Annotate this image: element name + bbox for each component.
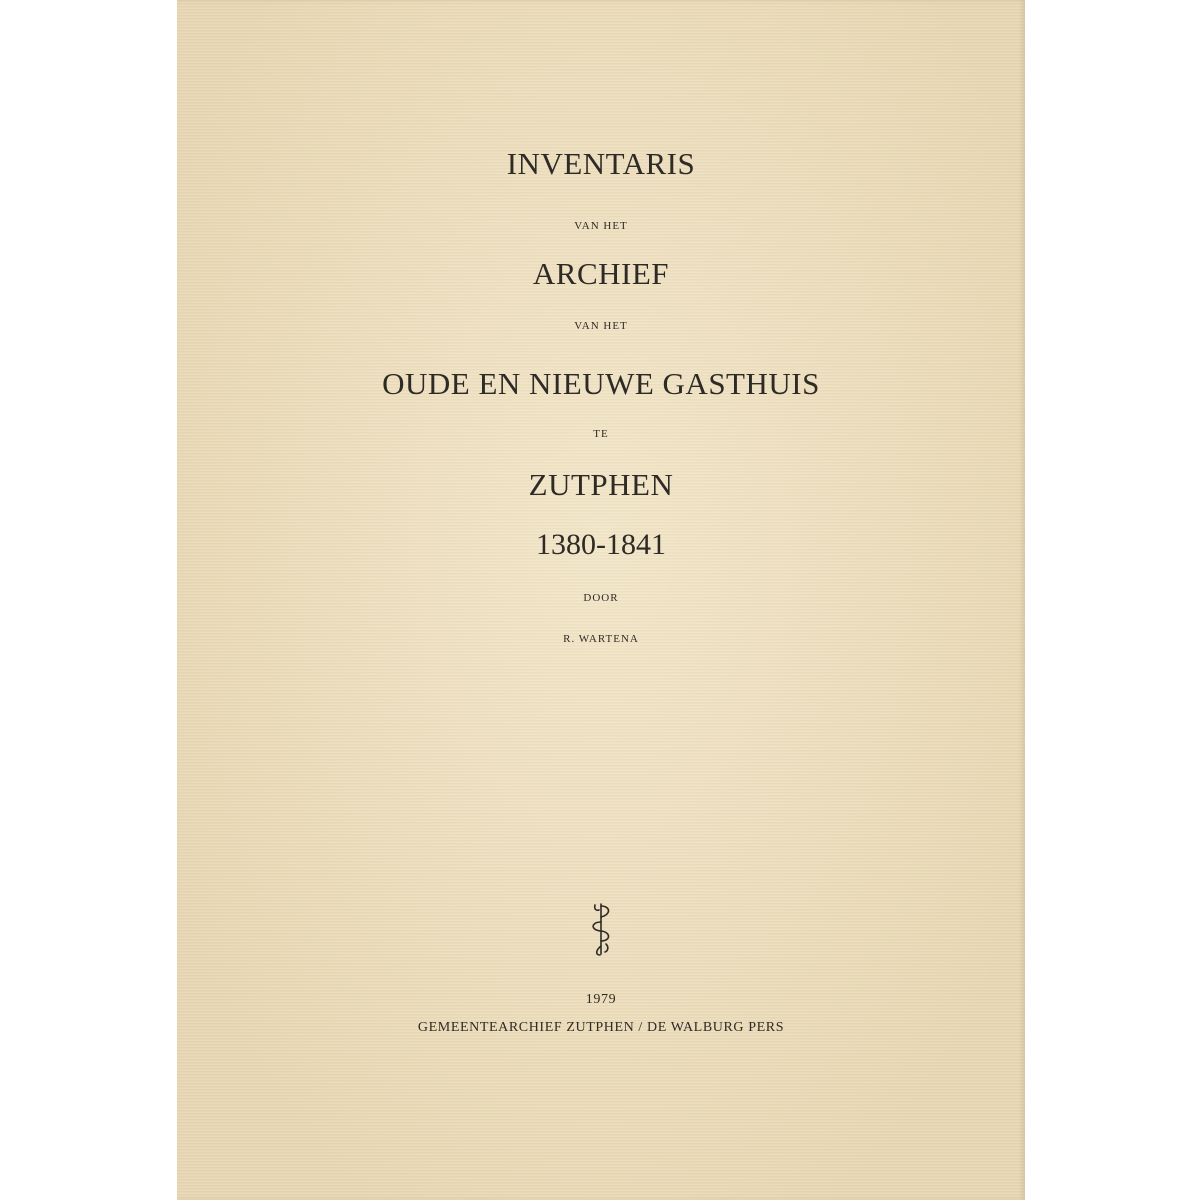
book-cover [177, 0, 1025, 1200]
title-zutphen: ZUTPHEN [528, 467, 674, 502]
connector-te: TE [593, 428, 609, 440]
title-inventaris: INVENTARIS [506, 146, 696, 181]
date-range: 1380-1841 [536, 528, 666, 561]
by-label: DOOR [583, 592, 619, 604]
publisher-line: GEMEENTEARCHIEF ZUTPHEN / DE WALBURG PERS [417, 1020, 785, 1035]
publisher-monogram-icon [586, 900, 616, 958]
title-archief: ARCHIEF [532, 256, 670, 291]
publication-year: 1979 [585, 992, 617, 1007]
connector-van-het-1: VAN HET [574, 220, 628, 232]
title-oude-en-nieuwe-gasthuis: OUDE EN NIEUWE GASTHUIS [382, 366, 820, 401]
connector-van-het-2: VAN HET [574, 320, 628, 332]
author-name: R. WARTENA [563, 633, 639, 645]
